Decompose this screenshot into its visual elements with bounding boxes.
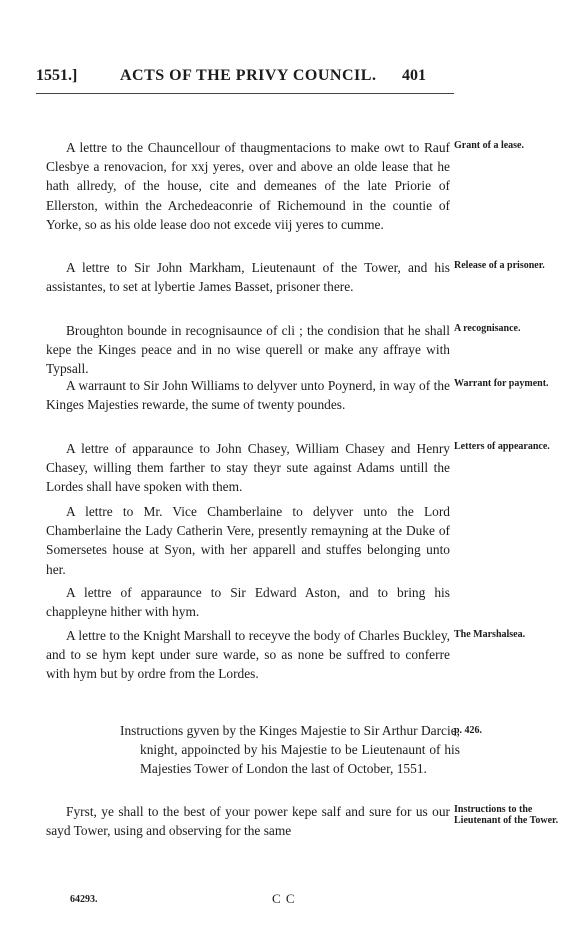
margin-note: Letters of appearance. (454, 441, 550, 452)
entry-marshalsea (46, 626, 450, 684)
entry-text: A lettre of apparaunce to John Chasey, William Chasey and Henry Chasey, willing them farther to stay theyr sute against Adams untill the Lordes shall have spoken with them. (46, 441, 450, 495)
entry-text: A lettre of apparaunce to Sir Edward Aston, and to bring his chappleyne hither with hym. (46, 585, 450, 620)
entry-instructions-first (46, 802, 450, 840)
instructions-text: Instructions gyven by the Kinges Majestie to Sir Arthur Darcie, knight, appoincted by his Majestie to be Lieutenaunt of his Majesties Tower of London the last of October, 1551. (120, 723, 460, 777)
margin-note: Instructions to the Lieutenant of the Tower. (454, 804, 559, 826)
page-header (0, 67, 567, 91)
margin-note-page-ref: p. 426. (454, 725, 483, 736)
entry-lady-catherin-vere (46, 502, 450, 579)
footer-signature-mark: C C (272, 891, 296, 906)
margin-note: The Marshalsea. (454, 629, 526, 640)
entry-recognisance (46, 321, 450, 379)
entry-text: Fyrst, ye shall to the best of your power kepe salf and sure for us our sayd Tower, using and observing for the same (46, 804, 450, 839)
entry-warrant-for-payment (46, 376, 450, 414)
header-year: 1551.] (36, 67, 78, 84)
entry-release-of-prisoner (46, 258, 450, 296)
header-page-number: 401 (402, 67, 426, 84)
entry-grant-of-lease (46, 138, 450, 234)
entry-letters-of-appearance (46, 439, 450, 497)
margin-note: A recognisance. (454, 323, 521, 334)
footer-print-number: 64293. (70, 894, 98, 905)
instructions-heading (120, 721, 460, 779)
entry-text: Broughton bounde in recognisaunce of cli ; the condision that he shall kepe the Kinges peace and in no wise querell or make any affraye with Typsall. (46, 323, 450, 377)
entry-text: A lettre to the Knight Marshall to receyve the body of Charles Buckley, and to se hym kept under sure warde, so as none be suffred to conferre with hym but by ordre from the Lordes. (46, 628, 450, 682)
margin-note: Release of a prisoner. (454, 260, 545, 271)
margin-note: Warrant for payment. (454, 378, 549, 389)
entry-sir-edward-aston (46, 583, 450, 621)
entry-text: A lettre to the Chauncellour of thaugmentacions to make owt to Rauf Clesbye a renovacion, for xxj yeres, over and above an olde lease that he hath allredy, of the house, cite and demeanes of the late Priorie of Ellerston, within the Archedeaconrie of Richemound in the countie of Yorke, so as his olde lease doo not excede viij yeres to cumme. (46, 140, 450, 232)
entry-text: A lettre to Mr. Vice Chamberlaine to delyver unto the Lord Chamberlaine the Lady Catherin Vere, presently remayning at the Duke of Somersetes house at Syon, with her apparell and stuffes belonging unto her. (46, 504, 450, 577)
entry-text: A warraunt to Sir John Williams to delyver unto Poynerd, in way of the Kinges Majesties rewarde, the sume of twenty poundes. (46, 378, 450, 413)
margin-note: Grant of a lease. (454, 140, 524, 151)
entry-text: A lettre to Sir John Markham, Lieutenaunt of the Tower, and his assistantes, to set at lybertie James Basset, prisoner there. (46, 260, 450, 295)
header-title: ACTS OF THE PRIVY COUNCIL. (120, 67, 377, 84)
header-rule (36, 93, 454, 94)
